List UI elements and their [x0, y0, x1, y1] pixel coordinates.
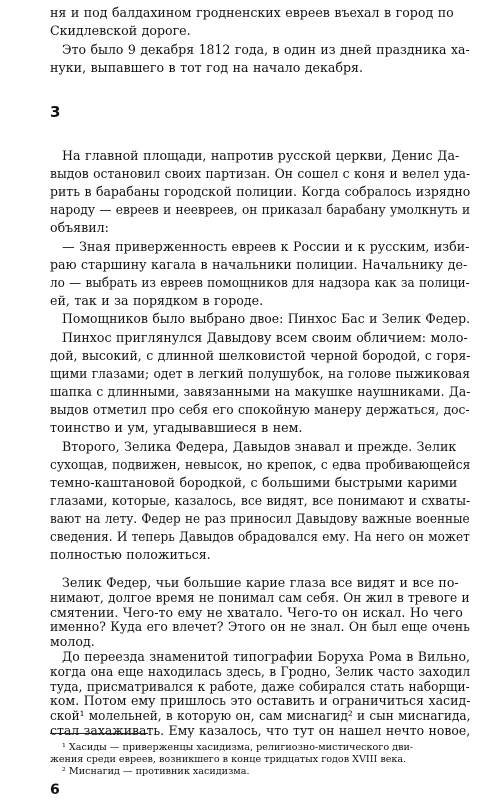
text-line: На главной площади, напротив русской церкви, Денис Да-: [62, 148, 460, 163]
footnote: ¹ Хасиды — приверженцы хасидизма, религиозно-мистического дви-: [62, 742, 414, 753]
page-number: 6: [50, 782, 60, 798]
text-line: Пинхос приглянулся Давыдову всем своим обличием: моло-: [62, 330, 468, 345]
text-line: именно? Куда его влечет? Этого он не знал. Он был еще очень: [50, 619, 470, 635]
text-line: ло — выбрать из евреев помощников для надзора как за полици-: [50, 275, 470, 290]
text-line: дой, высокий, с длинной шелковистой черной бородой, с горя-: [50, 348, 471, 363]
text-line: народу — евреев и неевреев, он приказал барабану умолкнуть и: [50, 202, 471, 217]
text-line: Скидлевской дороге.: [50, 23, 191, 38]
text-line: шапка с длинными, завязанными на макушке наушниками. Да-: [50, 384, 471, 399]
text-line: ской¹ молельней, в которую он, сам миснагид² и сын миснагида,: [50, 708, 471, 724]
text-line: Зелик Федер, чьи большие карие глаза все видят и все по-: [62, 575, 459, 590]
text-line: тоинство и ум, угадывавшиеся в нем.: [50, 420, 303, 435]
text-line: рить в барабаны городской полиции. Когда собралось изрядно: [50, 184, 471, 199]
text-line: нимают, долгое время не понимал сам себя. Он жил в тревоге и: [50, 589, 470, 605]
text-line: нуки, выпавшего в тот год на начало декабря.: [50, 60, 363, 75]
text-line: ня и под балдахином гродненских евреев въехал в город по: [50, 5, 454, 20]
text-line: объявил:: [50, 220, 109, 235]
text-line: темно-каштановой бородкой, с большими быстрыми карими: [50, 475, 458, 490]
text-line: выдов остановил своих партизан. Он сошел с коня и велел уда-: [50, 166, 471, 181]
text-line: Это было 9 декабря 1812 года, в один из дней праздника ха-: [62, 42, 470, 57]
text-line: раю старшину кагала в начальники полиции. Начальнику де-: [50, 257, 468, 272]
text-line: туда, присматривался к работе, даже собирался стать наборщи-: [50, 678, 470, 694]
text-line: — Зная приверженность евреев к России и к русским, изби-: [62, 239, 470, 254]
footnote: жения среди евреев, возникшего в конце тридцатых годов XVIII века.: [50, 754, 407, 765]
text-line: сведения. И теперь Давыдов обрадовался ему. На него он может: [50, 529, 470, 544]
text-line: До переезда знаменитой типографии Боруха Рома в Вильно,: [62, 649, 471, 664]
text-line: стал захаживать. Ему казалось, что тут он нашел нечто новое,: [50, 723, 471, 738]
text-line: Второго, Зелика Федера, Давыдов знавал и прежде. Зелик: [62, 439, 457, 454]
footnote-divider: [50, 733, 148, 734]
text-line: сухощав, подвижен, невысок, но крепок, с едва пробивающейся: [50, 457, 471, 472]
text-line: когда она еще находилась здесь, в Гродно, Зелик часто заходил: [50, 663, 471, 679]
text-line: Помощников было выбрано двое: Пинхос Бас и Зелик Федер.: [62, 311, 471, 326]
section-number: 3: [50, 103, 61, 121]
text-line: глазами, которые, казалось, все видят, все понимают и схваты-: [50, 493, 471, 508]
text-line: молод.: [50, 634, 95, 650]
text-line: полностью положиться.: [50, 547, 211, 562]
text-line: выдов отметил про себя его спокойную манеру держаться, дос-: [50, 402, 470, 417]
text-line: щими глазами; одет в легкий полушубок, на голове пыжиковая: [50, 366, 470, 381]
footnote: ² Миснагид — противник хасидизма.: [62, 766, 250, 777]
text-line: вают на лету. Федер не раз приносил Давыдову важные военные: [50, 511, 470, 526]
text-line: смятении. Чего-то ему не хватало. Чего-то он искал. Но чего: [50, 604, 463, 620]
text-line: ей, так и за порядком в городе.: [50, 293, 264, 308]
text-line: ком. Потом ему пришлось это оставить и ограничиться хасид-: [50, 693, 471, 709]
